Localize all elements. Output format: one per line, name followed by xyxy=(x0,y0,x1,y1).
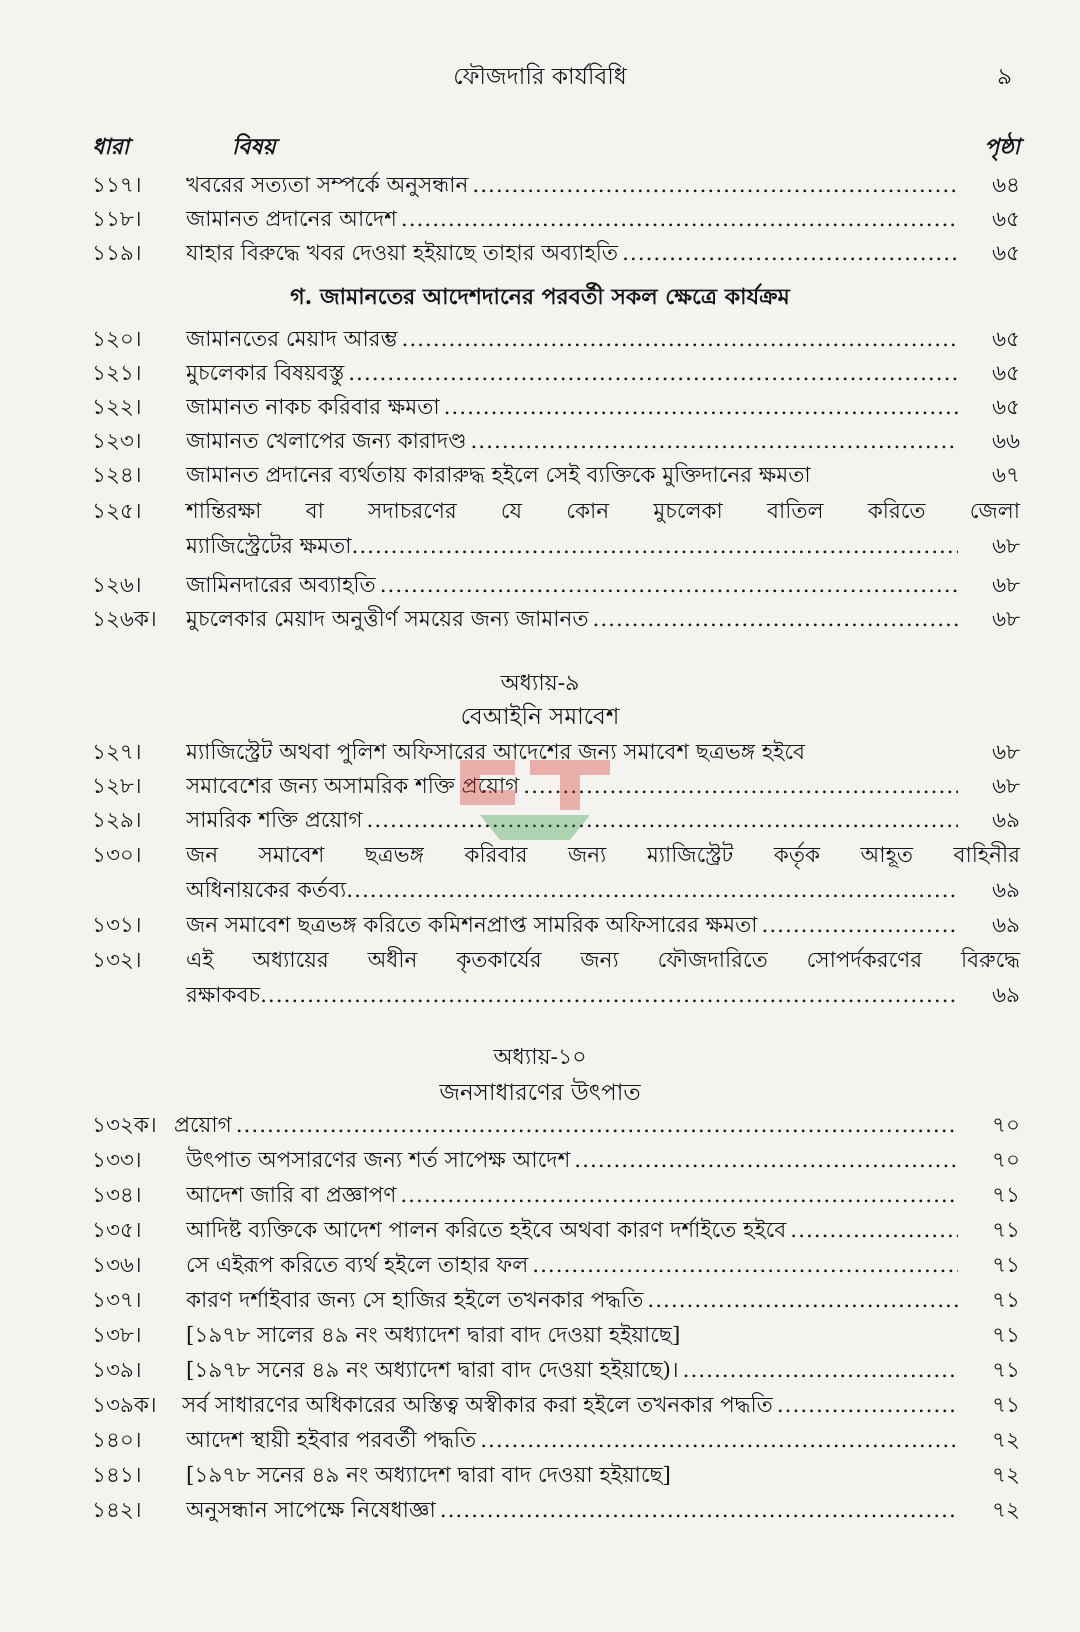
section-number: ১২৩। xyxy=(92,429,142,454)
entry-page: ৭১ xyxy=(992,1393,1020,1418)
entry-page: ৭১ xyxy=(992,1253,1020,1278)
running-head xyxy=(0,56,1080,92)
entry-page: ৭২ xyxy=(992,1498,1020,1523)
entry-title: সর্ব সাধারণের অধিকারের অস্তিত্ব অস্বীকার করা হইলে তখনকার পদ্ধতি xyxy=(182,1393,777,1418)
entry-title: [১৯৭৮ সালের ৪৯ নং অধ্যাদেশ দ্বারা বাদ দেওয়া হইয়াছে] xyxy=(186,1323,684,1348)
entry-title: সমাবেশের জন্য অসামরিক শক্তি প্রয়োগ xyxy=(186,774,523,799)
entry-page: ৭২ xyxy=(992,1463,1020,1488)
section-number: ১৩২ক। xyxy=(92,1113,157,1138)
entry-page: ৭০ xyxy=(992,1113,1020,1138)
section-number: ১৩০। xyxy=(92,843,142,868)
entry-title-continued: ম্যাজিস্ট্রেটের ক্ষমতা xyxy=(186,534,352,559)
entry-page: ৬৫ xyxy=(992,207,1020,232)
entry-title: আদিষ্ট ব্যক্তিকে আদেশ পালন করিতে হইবে অথবা কারণ দর্শাইতে হইবে xyxy=(186,1218,790,1243)
section-number: ১৩১। xyxy=(92,913,142,938)
page-number: ৯ xyxy=(997,64,1012,90)
section-number: ১২৭। xyxy=(92,740,142,765)
entry-page: ৭১ xyxy=(992,1288,1020,1313)
section-number: ১৩৮। xyxy=(92,1323,142,1348)
entry-title: মুচলেকার বিষয়বস্তু xyxy=(186,361,348,386)
section-number: ১৩৯। xyxy=(92,1358,142,1383)
toc-entry xyxy=(92,943,1020,1013)
section-number: ১২৮। xyxy=(92,774,142,799)
entry-title-continued: অধিনায়কের কর্তব্য xyxy=(186,878,347,903)
entry-title: এই অধ্যায়ের অধীন কৃতকার্যের জন্য ফৌজদারিতে সোপর্দকরণের বিরুদ্ধে xyxy=(186,948,1020,973)
entry-page: ৭১ xyxy=(992,1323,1020,1348)
section-number: ১৪০। xyxy=(92,1428,142,1453)
section-number: ১২৬। xyxy=(92,573,142,598)
entry-title: যাহার বিরুদ্ধে খবর দেওয়া হইয়াছে তাহার অব্যাহতি xyxy=(186,241,622,266)
entry-page: ৬৮ xyxy=(992,534,1020,559)
section-number: ১১৭। xyxy=(92,173,142,198)
entry-title: ম্যাজিস্ট্রেট অথবা পুলিশ অফিসারের আদেশের জন্য সমাবেশ ছত্রভঙ্গ হইবে xyxy=(186,740,809,765)
section-column-header: ধারা xyxy=(92,134,130,160)
running-title: ফৌজদারি কার্যবিধি xyxy=(453,64,627,90)
entry-page: ৬৫ xyxy=(992,241,1020,266)
entry-title: জামানতের মেয়াদ আরম্ভ xyxy=(186,327,402,352)
section-number: ১২১। xyxy=(92,361,142,386)
entry-title: জন সমাবেশ ছত্রভঙ্গ করিতে কমিশনপ্রাপ্ত সামরিক অফিসারের ক্ষমতা xyxy=(186,913,761,938)
section-number: ১২০। xyxy=(92,327,142,352)
entry-page: ৭২ xyxy=(992,1428,1020,1453)
entry-page: ৬৮ xyxy=(992,573,1020,598)
section-number: ১২৪। xyxy=(92,463,142,488)
entry-page: ৭১ xyxy=(992,1183,1020,1208)
column-headers xyxy=(92,130,1020,164)
entry-title: [১৯৭৮ সনের ৪৯ নং অধ্যাদেশ দ্বারা বাদ দেওয়া হইয়াছে] xyxy=(186,1463,675,1488)
chapter-label: অধ্যায়-১০ xyxy=(493,1045,587,1070)
entry-page: ৭১ xyxy=(992,1358,1020,1383)
entry-title: আদেশ স্থায়ী হইবার পরবর্তী পদ্ধতি xyxy=(186,1428,480,1453)
entry-page: ৬৫ xyxy=(992,327,1020,352)
entry-title: কারণ দর্শাইবার জন্য সে হাজির হইলে তখনকার পদ্ধতি xyxy=(186,1288,647,1313)
section-number: ১২৫। xyxy=(92,499,142,524)
entry-title: খবরের সত্যতা সম্পর্কে অনুসন্ধান xyxy=(186,173,472,198)
section-number: ১৩৯ক। xyxy=(92,1393,157,1418)
section-number: ১১৯। xyxy=(92,241,142,266)
entry-title: আদেশ জারি বা প্রজ্ঞাপণ xyxy=(186,1183,400,1208)
entry-title: সামরিক শক্তি প্রয়োগ xyxy=(186,808,367,833)
entry-page: ৬৭ xyxy=(992,463,1020,488)
section-number: ১৩৩। xyxy=(92,1148,142,1173)
chapter-label: অধ্যায়-৯ xyxy=(500,671,580,696)
toc-entry xyxy=(92,494,1020,564)
entry-page: ৬৮ xyxy=(992,740,1020,765)
entry-title: অনুসন্ধান সাপেক্ষে নিষেধাজ্ঞা xyxy=(186,1498,440,1523)
entry-title: জামানত নাকচ করিবার ক্ষমতা xyxy=(186,395,444,420)
entry-page: ৬৯ xyxy=(992,808,1020,833)
section-number: ১৩৫। xyxy=(92,1218,142,1243)
entry-title: [১৯৭৮ সনের ৪৯ নং অধ্যাদেশ দ্বারা বাদ দেওয়া হইয়াছে)। xyxy=(186,1358,683,1383)
entry-title: জামিনদারের অব্যাহতি xyxy=(186,573,380,598)
entry-title: মুচলেকার মেয়াদ অনুত্তীর্ণ সময়ের জন্য জামানত xyxy=(186,607,593,632)
entry-title: সে এইরূপ করিতে ব্যর্থ হইলে তাহার ফল xyxy=(186,1253,532,1278)
entry-title-continued: রক্ষাকবচ xyxy=(186,983,261,1008)
entry-page: ৬৮ xyxy=(992,774,1020,799)
chapter-title: জনসাধারণের উৎপাত xyxy=(439,1080,641,1106)
toc-entry xyxy=(92,838,1020,908)
section-number: ১৩৪। xyxy=(92,1183,142,1208)
entry-page: ৬৫ xyxy=(992,361,1020,386)
entry-title: জামানত প্রদানের ব্যর্থতায় কারারুদ্ধ হইলে সেই ব্যক্তিকে মুক্তিদানের ক্ষমতা xyxy=(186,463,815,488)
entry-page: ৬৫ xyxy=(992,395,1020,420)
section-number: ১১৮। xyxy=(92,207,142,232)
entry-page: ৬৮ xyxy=(992,607,1020,632)
entry-title: শান্তিরক্ষা বা সদাচরণের যে কোন মুচলেকা বাতিল করিতে জেলা xyxy=(186,499,1020,524)
entry-page: ৬৯ xyxy=(992,983,1020,1008)
entry-title: প্রয়োগ xyxy=(174,1113,236,1138)
entry-title: উৎপাত অপসারণের জন্য শর্ত সাপেক্ষ আদেশ xyxy=(186,1148,574,1173)
section-number: ১২৯। xyxy=(92,808,142,833)
section-number: ১২২। xyxy=(92,395,142,420)
chapter-title: বেআইনি সমাবেশ xyxy=(460,704,620,730)
section-number: ১৪২। xyxy=(92,1498,142,1523)
entry-page: ৬৯ xyxy=(992,913,1020,938)
section-number: ১৩৬। xyxy=(92,1253,142,1278)
entry-page: ৭০ xyxy=(992,1148,1020,1173)
subsection-heading: গ. জামানতের আদেশদানের পরবর্তী সকল ক্ষেত্রে কার্যক্রম xyxy=(290,284,790,310)
entry-page: ৬৬ xyxy=(992,429,1020,454)
entry-title: জামানত খেলাপের জন্য কারাদণ্ড xyxy=(186,429,470,454)
entry-page: ৬৯ xyxy=(992,878,1020,903)
section-number: ১৩৭। xyxy=(92,1288,142,1313)
subject-column-header: বিষয় xyxy=(232,134,276,160)
entry-title: জামানত প্রদানের আদেশ xyxy=(186,207,401,232)
entry-title: জন সমাবেশ ছত্রভঙ্গ করিবার জন্য ম্যাজিস্ট্রেট কর্তৃক আহূত বাহিনীর xyxy=(186,843,1020,868)
section-number: ১৪১। xyxy=(92,1463,142,1488)
entry-page: ৭১ xyxy=(992,1218,1020,1243)
entry-page: ৬৪ xyxy=(992,173,1020,198)
section-number: ১২৬ক। xyxy=(92,607,157,632)
section-number: ১৩২। xyxy=(92,948,142,973)
page-column-header: পৃষ্ঠা xyxy=(984,134,1020,160)
